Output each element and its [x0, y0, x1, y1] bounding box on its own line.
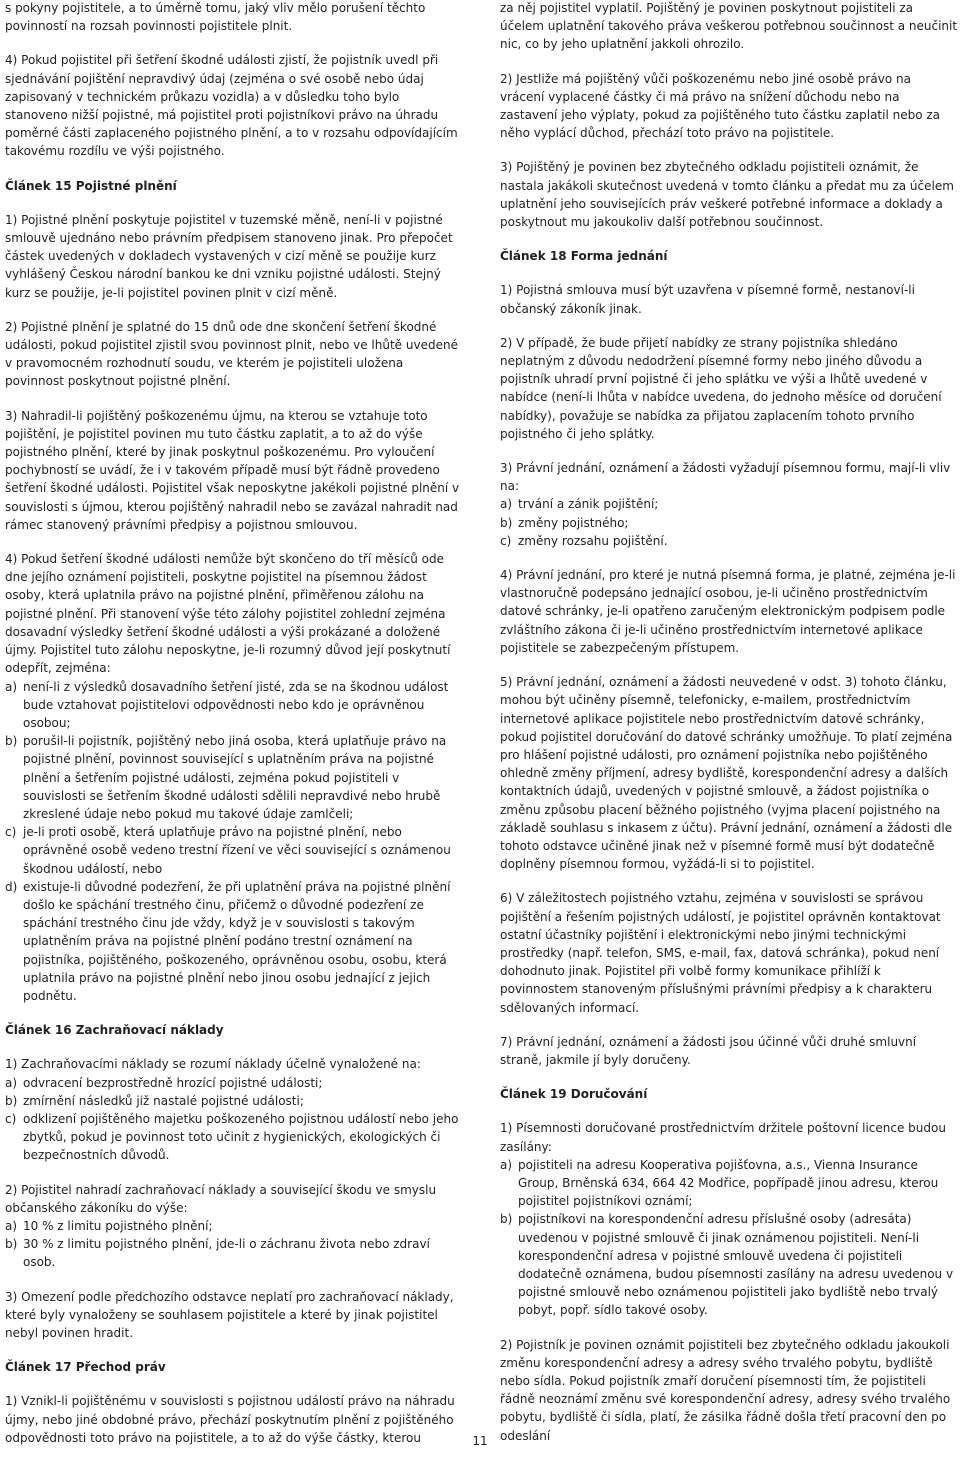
paragraph: 1) Pojistná smlouva musí být uzavřena v písemné formě, nestanoví-li občanský zákoník jinak.	[500, 283, 915, 316]
list-marker: a)	[5, 1218, 18, 1233]
list-item-text: je-li proti osobě, která uplatňuje právo na pojistné plnění, nebo oprávněné osobě vedeno trestní řízení ve věci související s oznámenou škodnou událostí, nebo	[23, 825, 451, 876]
list-item-text: existuje-li důvodné podezření, že při uplatnění práva na pojistné plnění došlo ke spáchání trestného činu, přičemž o důvodné podezření ze spáchání trestného činu jde vždy, když je v souvislosti s takovým uplatněním práva na pojistné plnění podáno trestní oznámení na pojistníka, pojištěného, poškozeného, oprávněnou osobu, osobu, která uplatnila právo na pojistné plnění nebo jinou osobu jednající z jejich podnětu.	[23, 879, 451, 1003]
list	[5, 1074, 463, 1165]
paragraph: 1) Pojistné plnění poskytuje pojistitel v tuzemské měně, není-li v pojistné smlouvě ujednáno nebo právním předpisem stanoveno jinak. Pro přepočet částek uvedených v dokladech vystavených v cizí měně se použije kurz vyhlášený Českou národní bankou ke dni vzniku pojistné události. Stejný kurz se použije, je-li pojistitel povinen plnit v cizí měně.	[5, 212, 453, 300]
list-item-text: pojistiteli na adresu Kooperativa pojišťovna, a.s., Vienna Insurance Group, Brněnská 634, 664 42 Modřice, popřípadě jinou adresu, kterou pojistitel pojistníkovi oznámí;	[518, 1157, 939, 1209]
paragraph: 2) Jestliže má pojištěný vůči poškozenému nebo jiné osobě právo na vrácení vyplacené částky či má právo na snížení důchodu nebo na zastavení jeho výplaty, pokud za pojištěného tuto částku zaplatil nebo za něho vyplácí důchod, přechází toto právo na pojistitele.	[500, 71, 941, 141]
paragraph: 7) Právní jednání, oznámení a žádosti jsou účinné vůči druhé smluvní straně, jakmile jí byly doručeny.	[500, 1034, 917, 1067]
list-item-text: odvracení bezprostředně hrozící pojistné události;	[23, 1075, 323, 1090]
list-item	[5, 1217, 463, 1235]
list-marker: b)	[5, 1093, 18, 1108]
list	[5, 1217, 463, 1272]
list-item	[5, 1235, 463, 1271]
paragraph: za něj pojistitel vyplatil. Pojištěný je povinen poskytnout pojistiteli za účelem uplatnění takového práva veškerou potřebnou součinnost a neučinit nic, co by jeho uplatnění jakkoli ohrozilo.	[500, 1, 958, 52]
list-marker: c)	[5, 825, 17, 840]
paragraph: 2) Pojistné plnění je splatné do 15 dnů ode dne skončení šetření škodné události, pokud pojistitel zjistil svou povinnost plnit, nebo ve lhůtě uvedené v pravomocném rozhodnutí soudu, ve kterém je pojistiteli uložena povinnost poskytnout pojistné plnění.	[5, 319, 458, 389]
list-item-text: 10 % z limitu pojistného plnění;	[23, 1218, 213, 1233]
right-column	[500, 0, 958, 1461]
list-item	[5, 1092, 463, 1110]
list-item	[500, 532, 958, 550]
list-marker: b)	[500, 515, 513, 530]
list-item-text: není-li z výsledků dosavadního šetření jisté, zda se na škodnou událost bude vztahovat pojistitelovi odpovědnosti nebo kdo je oprávněnou osobou;	[23, 679, 449, 730]
left-column	[5, 0, 463, 1463]
list-marker: a)	[5, 1075, 18, 1090]
paragraph: 1) Vznikl-li pojištěnému v souvislosti s pojistnou událostí právo na náhradu újmy, nebo jiné obdobné právo, přechází poskytnutím plnění z pojištěného odpovědnosti toto právo na pojistitele, a to až do výše částky, kterou	[5, 1394, 455, 1445]
list-marker: c)	[500, 533, 512, 548]
paragraph: 3) Nahradil-li pojištěný poškozenému újmu, na kterou se vztahuje toto pojištění, je pojistitel povinen mu tuto částku zaplatit, a to až do výše pojistného plnění, které by jinak poskytnul poškozenému. Pro vyloučení pochybností se uvádí, že i v takovém případě musí být řádně provedeno šetření škodné události. Pojistitel však neposkytne jakékoli pojistné plnění v souvislosti s újmou, kterou pojištěný nahradil nebo se zavázal nahradit nad rámec stanovený právními předpisy a pojistnou smlouvou.	[5, 408, 460, 532]
list-item-text: zmírnění následků již nastalé pojistné události;	[23, 1093, 304, 1108]
list-item-text: trvání a zánik pojištění;	[518, 497, 659, 512]
list	[500, 495, 958, 550]
list-item	[500, 495, 958, 513]
paragraph: 2) V případě, že bude přijetí nabídky ze strany pojistníka shledáno neplatným z důvodu nedodržení písemné formy nebo jiného důvodu a pojistník uhradí první pojistné či jeho splátku ve výši a lhůtě uvedené v nabídce (není-li lhůta v nabídce uvedena, do jednoho měsíce od doručení nabídky), považuje se nabídka za přijatou zaplacením tohoto prvního pojistného či jeho splátky.	[500, 335, 942, 441]
list-marker: b)	[5, 734, 18, 749]
list-marker: d)	[5, 879, 18, 894]
paragraph: 2) Pojistník je povinen oznámit pojistiteli bez zbytečného odkladu jakoukoli změnu korespondenční adresy a adresy svého trvalého pobytu, bydliště nebo sídla. Pokud pojistník zmaří doručení písemnosti tím, že pojistiteli řádně neoznámí změnu své korespondenční adresy, adresy svého trvalého pobytu, bydliště či sídla, platí, že zásilka řádně došla třetí pracovní den po odeslání	[500, 1337, 951, 1443]
list-item-text: odklizení pojištěného majetku poškozeného pojistnou událostí nebo jeho zbytků, pokud je povinnost toto učinit z hygienických, ekologických či bezpečnostních důvodů.	[23, 1111, 459, 1163]
paragraph: 3) Omezení podle předchozího odstavce neplatí pro zachraňovací náklady, které byly vynaloženy se souhlasem pojistitele a které by jinak pojistitel nebyl povinen hradit.	[5, 1289, 454, 1340]
list-marker: b)	[5, 1237, 18, 1252]
list-marker: c)	[5, 1111, 17, 1126]
list	[5, 678, 463, 1006]
paragraph: 6) V záležitostech pojistného vztahu, zejména v souvislosti se správou pojištění a řešením pojistných událostí, je pojistitel oprávněn kontaktovat ostatní účastníky pojištění i elektronickými nebo jinými technickými prostředky (např. telefon, SMS, e-mail, fax, datová schránka), pokud není dohodnuto jinak. Pojistitel při volbě formy komunikace přihlíží k povinnostem stanoveným příslušnými právními předpisy a k charakteru sdělovaných informací.	[500, 891, 941, 1015]
list-item	[5, 878, 463, 1005]
article-heading-18: Článek 18 Forma jednání	[500, 249, 668, 264]
article-heading-17: Článek 17 Přechod práv	[5, 1360, 166, 1375]
list-item-text: pojistníkovi na korespondenční adresu příslušné osoby (adresáta) uvedenou v pojistné smlouvě či jinak oznámenou pojistiteli. Není-li korespondenční adresa v pojistné smlouvě uvedena či pojistiteli dodatečně oznámena, budou písemnosti zasílány na adresu uvedenou v pojistné smlouvě nebo oznámenou pojistiteli jako bydliště nebo trvalý pobyt, popř. sídlo takové osoby.	[518, 1212, 954, 1318]
list	[500, 1156, 958, 1320]
page-number: 11	[472, 1434, 488, 1448]
article-heading-16: Článek 16 Zachraňovací náklady	[5, 1023, 224, 1038]
list-item	[500, 1210, 958, 1319]
article-heading-19: Článek 19 Doručování	[500, 1087, 648, 1102]
list-item	[5, 732, 463, 823]
paragraph: 4) Pokud pojistitel při šetření škodné události zjistí, že pojistník uvedl při sjednávání pojištění nepravdivý údaj (zejména o své osobě nebo údaj zapisovaný v technickém průkazu vozidla) a v důsledku toho bylo stanoveno nižší pojistné, má pojistitel proti pojistníkovi právo na úhradu poměrné části zaplaceného pojistného plnění, a to v rozsahu odpovídajícím takovému rozdílu ve výši pojistného.	[5, 53, 458, 159]
list-item	[5, 1074, 463, 1092]
paragraph: 1) Zachraňovacími náklady se rozumí náklady účelně vynaložené na:	[5, 1057, 421, 1072]
article-heading-15: Článek 15 Pojistné plnění	[5, 178, 177, 193]
list-item	[500, 1156, 958, 1211]
list-item	[5, 678, 463, 733]
paragraph: 3) Pojištěný je povinen bez zbytečného odkladu pojistiteli oznámit, že nastala jakákoli skutečnost uvedená v tomto článku a předat mu za účelem uplatnění jeho souvisejících práv veškeré potřebné informace a doklady a poskytnout mu jakoukoliv další potřebnou součinnost.	[500, 160, 954, 230]
paragraph: 4) Pokud šetření škodné události nemůže být skončeno do tří měsíců ode dne jejího oznámení pojistiteli, poskytne pojistitel na písemnou žádost osoby, která uplatnila právo na pojistné plnění, přiměřenou zálohu na pojistné plnění. Při stanovení výše této zálohy pojistitel zohlední zejména dosavadní výsledky šetření škodné události a výši prokázané a doložené újmy. Pojistitel tuto zálohu neposkytne, je-li rozumný důvod její poskytnutí odepřít, zejména:	[5, 552, 451, 676]
paragraph: s pokyny pojistitele, a to úměrně tomu, jaký vliv mělo porušení těchto povinností na rozsah povinnosti pojistitele plnit.	[5, 1, 426, 34]
list-marker: b)	[500, 1212, 513, 1227]
list-item-text: změny rozsahu pojištění.	[518, 533, 668, 548]
paragraph: 4) Právní jednání, pro které je nutná písemná forma, je platné, zejména je-li vlastnoručně podepsáno jednající osobou, je-li učiněno prostřednictvím datové schránky, je-li opatřeno zaručeným elektronickým podpisem podle zvláštního zákona či je-li učiněno prostřednictvím internetové aplikace pojistitele se zabezpečeným přístupem.	[500, 568, 956, 655]
list-marker: a)	[5, 679, 18, 694]
list-item-text: změny pojistného;	[518, 515, 629, 530]
paragraph: 3) Právní jednání, oznámení a žádosti vyžadují písemnou formu, mají-li vliv na:	[500, 461, 951, 494]
paragraph: 1) Písemnosti doručované prostřednictvím držitele poštovní licence budou zasílány:	[500, 1121, 946, 1154]
list-marker: a)	[500, 1157, 513, 1172]
list-item-text: porušil-li pojistník, pojištěný nebo jiná osoba, která uplatňuje právo na pojistné plnění, povinnost související s uplatněním práva na pojistné plnění a šetřením pojistné události, zejména pokud pojistiteli v souvislosti se šetřením škodné události sdělili nepravdivé nebo hrubě zkreslené údaje nebo pokud mu takové údaje zamlčeli;	[23, 734, 447, 821]
paragraph: 2) Pojistitel nahradí zachraňovací náklady a související škodu ve smyslu občanského zákoníku do výše:	[5, 1182, 437, 1215]
list-item	[500, 514, 958, 532]
list-marker: a)	[500, 497, 513, 512]
list-item	[5, 823, 463, 878]
list-item	[5, 1110, 463, 1165]
list-item-text: 30 % z limitu pojistného plnění, jde-li o záchranu života nebo zdraví osob.	[23, 1237, 430, 1270]
paragraph: 5) Právní jednání, oznámení a žádosti neuvedené v odst. 3) tohoto článku, mohou být učiněny písemně, telefonicky, e-mailem, prostřednictvím internetové aplikace pojistitele nebo prostřednictvím datové schránky, pokud pojistitel doručování do datové schránky umožňuje. To platí zejména pro hlášení pojistné události, pro oznámení pojistníka nebo pojištěného ohledně změny příjmení, adresy bydliště, korespondenční adresy a dalších kontaktních údajů, uvedených v pojistné smlouvě, a žádost pojistníka o změnu způsobu placení běžného pojistného (vyjma placení pojistného na základě souhlasu s inkasem z účtu). Právní jednání, oznámení a žádosti dle tohoto odstavce učiněné jinak než v písemné formě musí být dodatečně doplněny písemnou formou, vyžádá-li si to pojistitel.	[500, 675, 953, 872]
